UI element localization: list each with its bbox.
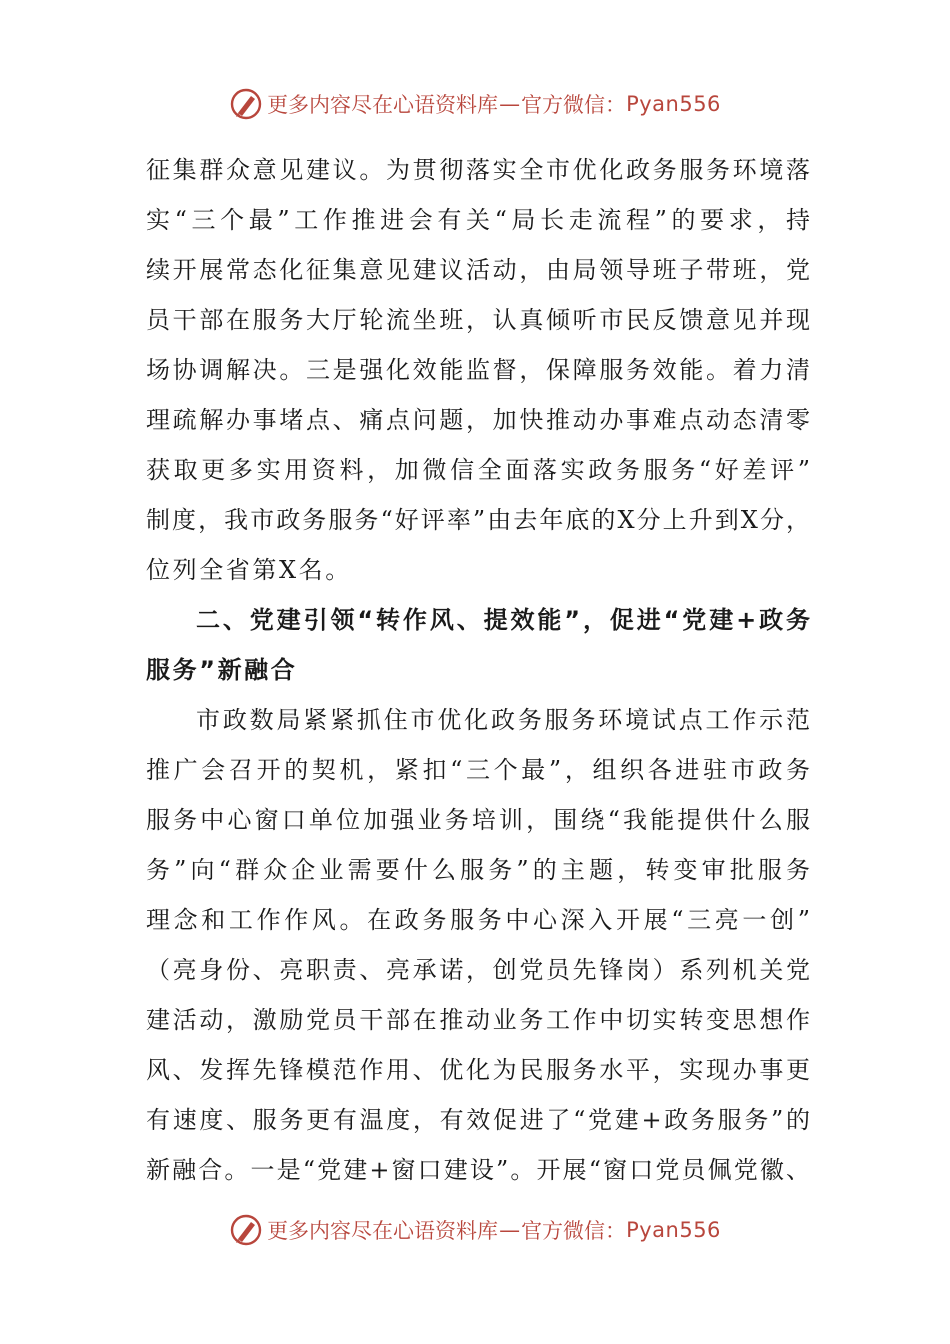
banner-text: 更多内容尽在心语资料库: [267, 93, 499, 117]
pen-nib-circle-icon: [229, 1213, 263, 1247]
banner-wechat-id: Pyan556: [626, 1218, 721, 1242]
section-paragraph-line: 推广会召开的契机，紧扣“三个最”，组织各进驻市政务: [146, 756, 810, 784]
banner-text: 更多内容尽在心语资料库: [267, 1219, 499, 1243]
header-banner: [0, 84, 950, 124]
body-line: 续开展常态化征集意见建议活动，由局领导班子带班，党: [146, 256, 810, 284]
footer-banner: [0, 1210, 950, 1250]
body-line: 理疏解办事堵点、痛点问题，加快推动办事难点动态清零: [146, 406, 810, 434]
body-line: 获取更多实用资料，加微信全面落实政务服务“好差评”: [146, 456, 810, 484]
section-paragraph-line: 新融合。一是“党建+窗口建设”。开展“窗口党员佩党徽、: [146, 1156, 810, 1184]
section-paragraph-line: 有速度、服务更有温度，有效促进了“党建+政务服务”的: [146, 1106, 810, 1134]
banner-suffix: 官方微信：: [521, 93, 627, 117]
banner-separator: —: [499, 92, 521, 116]
section-heading: 二、党建引领“转作风、提效能”，促进“党建+政务: [196, 606, 810, 634]
banner-suffix: 官方微信：: [521, 1219, 627, 1243]
banner-separator: —: [499, 1218, 521, 1242]
section-heading: 服务”新融合: [146, 656, 298, 684]
document-body: [146, 145, 810, 1195]
section-paragraph-line: 市政数局紧紧抓住市优化政务服务环境试点工作示范: [196, 706, 810, 734]
section-paragraph-line: （亮身份、亮职责、亮承诺，创党员先锋岗）系列机关党: [146, 956, 810, 984]
body-line: 征集群众意见建议。为贯彻落实全市优化政务服务环境落: [146, 156, 810, 184]
pen-nib-circle-icon: [229, 87, 263, 121]
section-paragraph-line: 服务中心窗口单位加强业务培训，围绕“我能提供什么服: [146, 806, 810, 834]
banner-wechat-id: Pyan556: [626, 92, 721, 116]
section-paragraph-line: 风、发挥先锋模范作用、优化为民服务水平，实现办事更: [146, 1056, 810, 1084]
body-line: 实“三个最”工作推进会有关“局长走流程”的要求，持: [146, 206, 810, 234]
body-line: 制度，我市政务服务“好评率”由去年底的X分上升到X分，: [146, 506, 810, 534]
section-paragraph-line: 理念和工作作风。在政务服务中心深入开展“三亮一创”: [146, 906, 810, 934]
body-line: 员干部在服务大厅轮流坐班，认真倾听市民反馈意见并现: [146, 306, 810, 334]
body-line: 场协调解决。三是强化效能监督，保障服务效能。着力清: [146, 356, 810, 384]
section-paragraph-line: 建活动，激励党员干部在推动业务工作中切实转变思想作: [146, 1006, 810, 1034]
body-line: 位列全省第X名。: [146, 556, 352, 584]
section-paragraph-line: 务”向“群众企业需要什么服务”的主题，转变审批服务: [146, 856, 810, 884]
